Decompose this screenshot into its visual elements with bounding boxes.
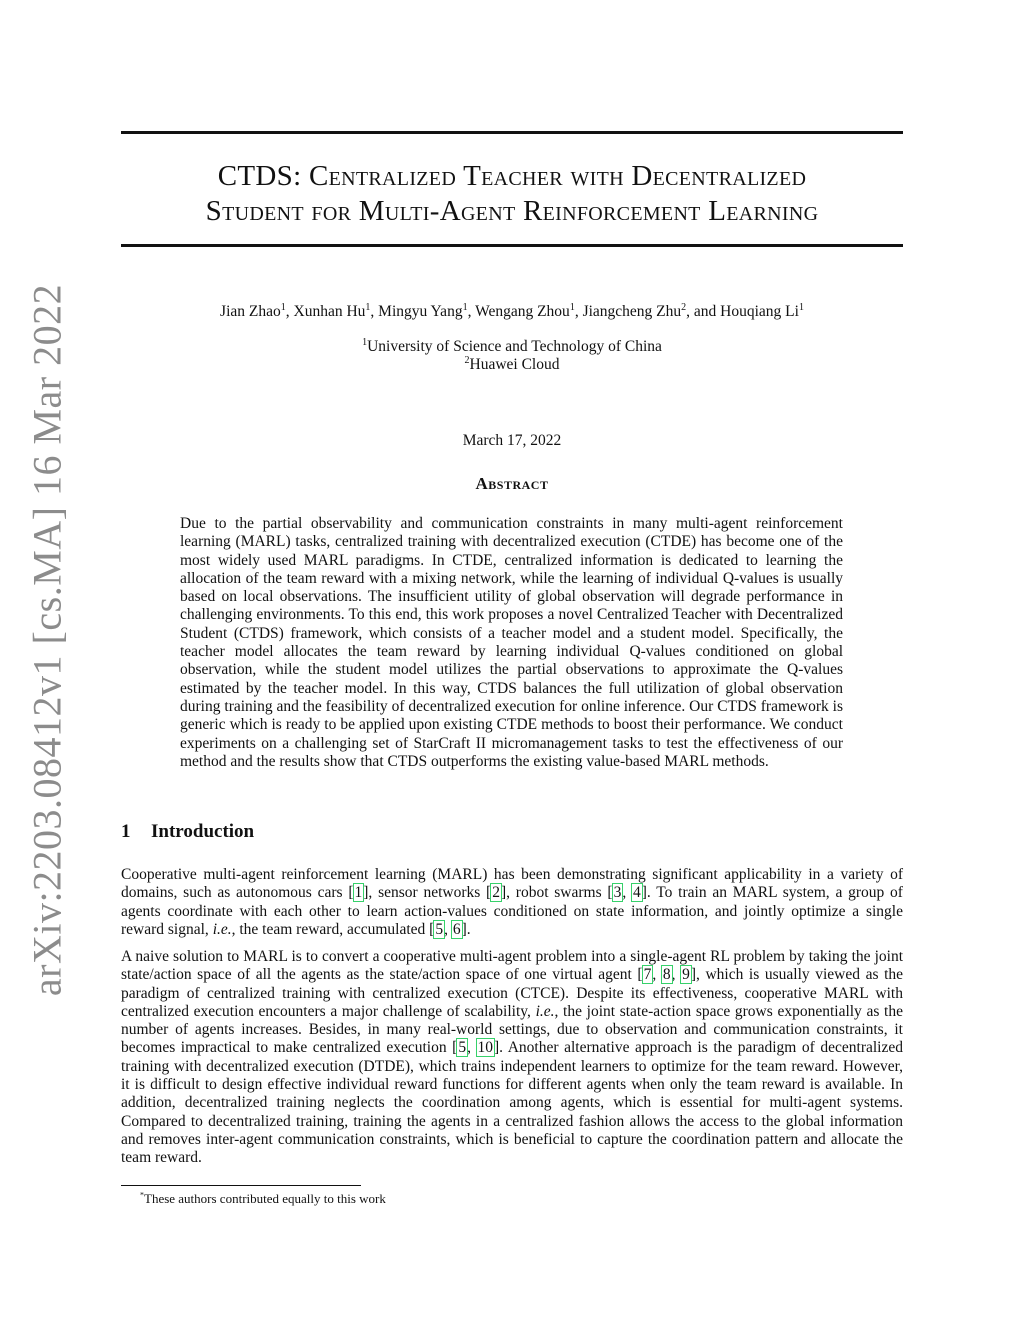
citation-link[interactable]: 3	[613, 884, 622, 902]
citation-link[interactable]: 9	[682, 966, 690, 984]
section-title: Introduction	[151, 821, 255, 842]
publication-date: March 17, 2022	[462, 432, 562, 449]
affiliation-2-mark: 2	[464, 354, 470, 366]
section-number: 1	[121, 821, 131, 842]
citation-link[interactable]: 1	[354, 884, 363, 902]
intro-paragraph-2: A naive solution to MARL is to convert a cooperative multi-agent problem into a single-agent RL problem by taking the joint state/action space of all the agents as the state/action space of one virtual agent [7, 8, 9], which is usually viewed as the paradigm of centralized training with centralized execution (CTCE). Despite its effectiveness, cooperative MARL with centralized execution encounters a major challenge of scalability, i.e., the joint state-action space grows exponentially as the number of agents increases. Besides, in many real-world settings, due to observation and communication constraints, it becomes impractical to make centralized execution [5, 10]. Another alternative approach is the paradigm of decentralized training with decentralized execution (DTDE), which trains independent learners to optimize for the team reward. However, it is difficult to design effective individual reward functions for different agents when only the team reward is available. In addition, decentralized training neglects the coordination among agents, which is essential for multi-agent systems. Compared to decentralized training, training the agents in a centralized fashion allows the access to the global information and removes inter-agent communication constraints, which is beneficial to capture the coordination pattern and allocate the team reward.	[121, 948, 904, 1167]
citation-link[interactable]: 2	[492, 884, 500, 902]
affiliation-1-mark: 1	[362, 336, 368, 348]
author-name: Jian Zhao	[220, 303, 281, 320]
abstract-body: Due to the partial observability and communication constraints in many multi-agent reinforcement learning (MARL) tasks, centralized training with decentralized execution (CTDE) has become one of the most widely used MARL paradigms. In CTDE, centralized information is dedicated to learning the allocation of the team reward with a mixing network, while the learning of individual Q-values is usually based on local observations. The insufficient utility of global observation will degrade performance in challenging environments. To this end, this work proposes a novel Centralized Teacher with Decentralized Student (CTDS) framework, which consists of a teacher model and a student model. Specifically, the teacher model allocates the team reward by learning individual Q-values conditioned on global observation, while the student model utilizes the partial observations to approximate the Q-values estimated by the teacher model. In this way, CTDS balances the full utilization of global observation during training and the feasibility of decentralized execution for online inference. Our CTDS framework is generic which is ready to be applied upon existing CTDE methods to boost their performance. We conduct experiments on a challenging set of StarCraft II micromanagement tasks to test the effectiveness of our method and the results show that CTDS outperforms the existing value-based MARL methods.	[180, 515, 843, 770]
affiliation-2-name: Huawei Cloud	[469, 356, 560, 373]
author-name: Xunhan Hu	[293, 303, 366, 320]
author-list: Jian Zhao$^1$, Xunhan Hu$^1$, Mingyu Yang$^1$, Wengang Zhou$^1$, Jiangcheng Zhu$^2$, and Houqiang Li$^1$	[220, 301, 804, 320]
italic-text: i.e.	[535, 1002, 555, 1020]
paper-title-line-1: CTDS: Centralized Teacher with Decentralized	[217, 160, 807, 192]
arxiv-identifier-stamp: arXiv:2203.08412v1 [cs.MA] 16 Mar 2022	[24, 283, 70, 997]
author-affiliation-mark: 1	[798, 301, 804, 313]
citation-link[interactable]: 6	[452, 920, 461, 938]
affiliation-1-name: University of Science and Technology of China	[367, 338, 662, 355]
footnote-rule	[121, 1185, 361, 1186]
citation-link[interactable]: 7	[643, 966, 652, 984]
author-affiliation-mark: 1	[365, 301, 371, 313]
abstract-heading: Abstract	[475, 474, 549, 493]
citation-link[interactable]: 5	[458, 1039, 467, 1057]
author-name: Jiangcheng Zhu	[582, 303, 682, 320]
paper-title-line-2: Student for Multi-Agent Reinforcement Learning	[205, 195, 819, 227]
author-affiliation-mark: 1	[280, 301, 286, 313]
citation-link[interactable]: 10	[477, 1039, 493, 1057]
affiliation-2	[121, 356, 903, 374]
title-top-rule	[121, 131, 903, 134]
author-name: Houqiang Li	[720, 303, 799, 320]
intro-paragraph-1: Cooperative multi-agent reinforcement learning (MARL) has been demonstrating significant applicability in a variety of domains, such as autonomous cars [1], sensor networks [2], robot swarms [3, 4]. To train an MARL system, a group of agents coordinate with each other to learn action-values conditioned on state information, and jointly optimize a single reward signal, i.e., the team reward, accumulated [5, 6].	[121, 866, 903, 938]
italic-text: i.e.	[212, 920, 232, 938]
section-heading-introduction	[121, 821, 254, 843]
author-name: Wengang Zhou	[475, 303, 570, 320]
author-affiliation-mark: 1	[462, 301, 468, 313]
citation-link[interactable]: 4	[632, 884, 641, 902]
citation-link[interactable]: 5	[435, 920, 444, 938]
affiliation-1	[121, 338, 903, 356]
author-name: Mingyu Yang	[378, 303, 463, 320]
footnote-mark: *	[140, 1190, 144, 1200]
footnote-text: These authors contributed equally to this work	[144, 1191, 386, 1206]
author-affiliation-mark: 1	[569, 301, 575, 313]
title-bottom-rule	[121, 244, 903, 247]
footnote	[140, 1191, 386, 1207]
author-affiliation-mark: 2	[681, 301, 687, 313]
citation-link[interactable]: 8	[662, 966, 671, 984]
